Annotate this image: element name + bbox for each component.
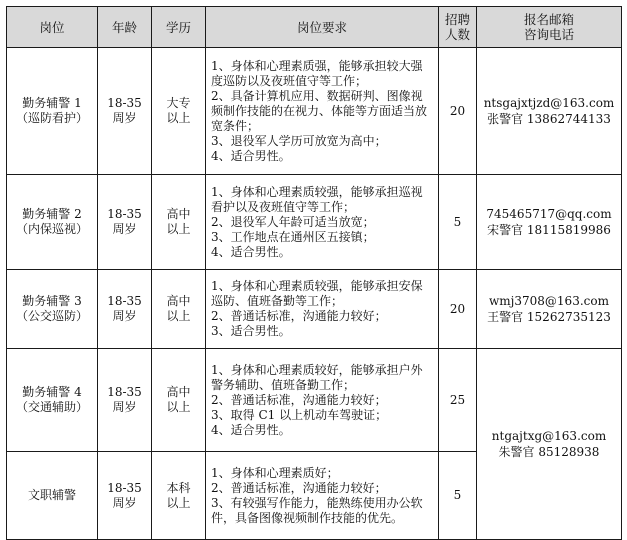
position-subtitle: （内保巡视） bbox=[15, 222, 88, 236]
contact-email[interactable]: 745465717@qq.com bbox=[486, 207, 612, 221]
requirement-item: 3、退役军人学历可放宽为高中； bbox=[211, 133, 387, 148]
position-cell bbox=[7, 175, 98, 270]
education-qualifier: 以上 bbox=[166, 222, 191, 236]
header-contact bbox=[477, 7, 622, 48]
education-level: 大专 bbox=[166, 96, 191, 110]
position-cell bbox=[7, 349, 98, 452]
requirements-cell bbox=[206, 349, 439, 452]
contact-phone: 朱警官 85128938 bbox=[498, 445, 600, 459]
education-qualifier: 以上 bbox=[166, 400, 191, 414]
age-range: 18-35 bbox=[107, 294, 142, 308]
recruit-count-cell: 20 bbox=[439, 270, 477, 349]
education-level: 本科 bbox=[166, 480, 191, 495]
age-unit: 周岁 bbox=[112, 111, 137, 125]
education-level: 高中 bbox=[166, 294, 191, 308]
education-level: 高中 bbox=[166, 207, 191, 221]
requirement-item: 4、适合男性。 bbox=[211, 148, 291, 163]
age-range: 18-35 bbox=[107, 480, 142, 495]
position-cell bbox=[7, 270, 98, 349]
position-name: 勤务辅警 2 bbox=[22, 207, 82, 221]
contact-cell bbox=[477, 175, 622, 270]
contact-phone: 张警官 13862744133 bbox=[487, 112, 611, 126]
contact-cell-shared bbox=[477, 349, 622, 540]
requirement-item: 4、适合男性。 bbox=[211, 422, 291, 437]
age-cell bbox=[98, 175, 152, 270]
position-cell bbox=[7, 48, 98, 175]
position-subtitle: （交通辅助） bbox=[15, 400, 88, 414]
requirement-item: 1、身体和心理素质好； bbox=[211, 465, 339, 480]
table-row bbox=[7, 175, 622, 270]
age-unit: 周岁 bbox=[112, 400, 137, 414]
position-subtitle: （巡防看护） bbox=[15, 111, 88, 125]
position-subtitle: （公交巡防） bbox=[15, 309, 88, 323]
age-cell bbox=[98, 270, 152, 349]
position-name: 勤务辅警 3 bbox=[22, 294, 82, 308]
header-contact-line1: 报名邮箱 bbox=[523, 12, 574, 27]
contact-phone: 王警官 15262735123 bbox=[487, 310, 611, 324]
education-cell bbox=[152, 349, 206, 452]
education-cell bbox=[152, 270, 206, 349]
requirement-item: 2、普通话标准，沟通能力较好； bbox=[211, 480, 387, 495]
requirement-item: 3、适合男性。 bbox=[211, 324, 291, 338]
education-qualifier: 以上 bbox=[166, 309, 191, 323]
header-age: 年龄 bbox=[98, 7, 152, 48]
position-name: 文职辅警 bbox=[27, 488, 76, 502]
requirement-item: 1、身体和心理素质较强，能够承担安保巡防、值班备勤等工作； bbox=[211, 279, 423, 308]
header-row bbox=[7, 7, 622, 48]
education-qualifier: 以上 bbox=[166, 495, 191, 510]
requirement-item: 3、取得 C1 以上机动车驾驶证； bbox=[211, 407, 388, 422]
header-requirements: 岗位要求 bbox=[206, 7, 439, 48]
contact-cell bbox=[477, 270, 622, 349]
requirement-item: 1、身体和心理素质较好，能够承担户外警务辅助、值班备勤工作； bbox=[211, 362, 423, 392]
recruit-count-cell: 25 bbox=[439, 349, 477, 452]
recruit-count-cell: 20 bbox=[439, 48, 477, 175]
requirement-item: 1、身体和心理素质强，能够承担较大强度巡防以及夜班值守等工作； bbox=[211, 58, 423, 88]
age-cell bbox=[98, 48, 152, 175]
age-range: 18-35 bbox=[107, 207, 142, 221]
education-level: 高中 bbox=[166, 385, 191, 399]
requirement-item: 2、具备计算机应用、数据研判、图像视频制作技能的在视力、体能等方面适当放宽条件； bbox=[211, 88, 428, 133]
requirements-cell bbox=[206, 270, 439, 349]
education-cell bbox=[152, 452, 206, 540]
header-recruit-count-line1: 招聘 bbox=[444, 12, 470, 27]
table-row bbox=[7, 48, 622, 175]
requirement-item: 2、退役军人年龄可适当放宽； bbox=[211, 214, 375, 229]
recruitment-table bbox=[6, 6, 622, 540]
age-cell bbox=[98, 349, 152, 452]
header-recruit-count-line2: 人数 bbox=[444, 27, 470, 42]
contact-phone: 宋警官 18115819986 bbox=[487, 223, 611, 237]
recruit-count-cell: 5 bbox=[439, 175, 477, 270]
age-range: 18-35 bbox=[107, 96, 142, 110]
contact-email[interactable]: ntgajtxg@163.com bbox=[491, 429, 607, 443]
recruit-count-cell: 5 bbox=[439, 452, 477, 540]
age-unit: 周岁 bbox=[112, 309, 137, 323]
requirement-item: 2、普通话标准，沟通能力较好； bbox=[211, 392, 387, 407]
education-qualifier: 以上 bbox=[166, 111, 191, 125]
age-unit: 周岁 bbox=[112, 495, 137, 510]
education-cell bbox=[152, 175, 206, 270]
header-contact-line2: 咨询电话 bbox=[523, 27, 574, 42]
requirement-item: 3、工作地点在通州区五接镇； bbox=[211, 229, 375, 244]
requirements-cell bbox=[206, 452, 439, 540]
age-cell bbox=[98, 452, 152, 540]
age-unit: 周岁 bbox=[112, 222, 137, 236]
requirement-item: 3、有较强写作能力，能熟练使用办公软件，具备图像视频制作技能的优先。 bbox=[211, 495, 423, 525]
requirements-cell bbox=[206, 175, 439, 270]
contact-email[interactable]: ntsgajxtjzd@163.com bbox=[483, 96, 615, 110]
requirements-cell bbox=[206, 48, 439, 175]
requirement-item: 4、适合男性。 bbox=[211, 244, 291, 259]
table-row bbox=[7, 349, 622, 452]
position-cell bbox=[7, 452, 98, 540]
contact-cell bbox=[477, 48, 622, 175]
table-row bbox=[7, 270, 622, 349]
position-name: 勤务辅警 1 bbox=[22, 96, 82, 110]
requirement-item: 2、普通话标准，沟通能力较好； bbox=[211, 309, 387, 323]
age-range: 18-35 bbox=[107, 385, 142, 399]
requirement-item: 1、身体和心理素质较强，能够承担巡视看护以及夜班值守等工作； bbox=[211, 184, 423, 214]
header-recruit-count bbox=[439, 7, 477, 48]
contact-email[interactable]: wmj3708@163.com bbox=[489, 294, 609, 308]
education-cell bbox=[152, 48, 206, 175]
header-education: 学历 bbox=[152, 7, 206, 48]
header-position: 岗位 bbox=[7, 7, 98, 48]
position-name: 勤务辅警 4 bbox=[22, 385, 82, 399]
